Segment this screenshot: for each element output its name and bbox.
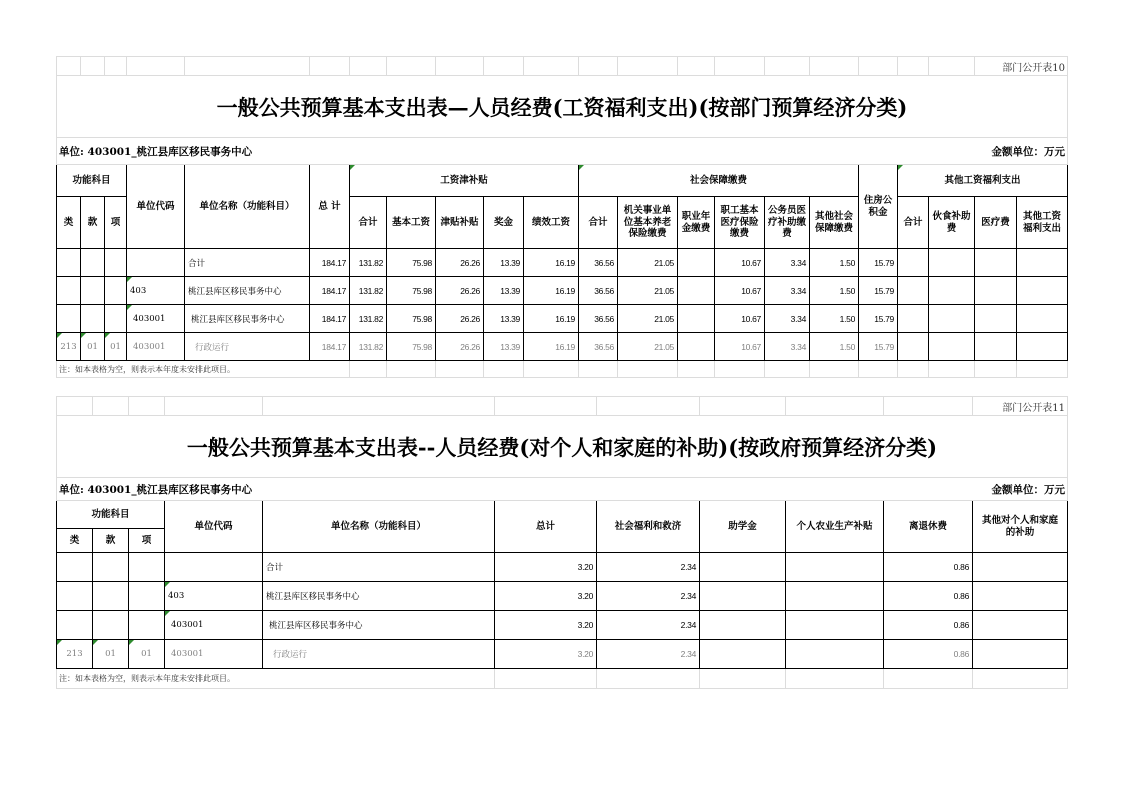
- cell-value: 75.98: [387, 333, 436, 361]
- cell-value: 3.20: [495, 611, 597, 640]
- cell-value: 1.50: [810, 305, 859, 333]
- table-10: [56, 56, 1068, 378]
- cell-value: [929, 277, 975, 305]
- header-kuan: 款: [81, 197, 105, 249]
- cell-value: [1017, 249, 1068, 277]
- amount-unit-label: 金额单位：万元: [579, 138, 1068, 165]
- cell-value: 75.98: [387, 277, 436, 305]
- cell-xiang: [105, 305, 127, 333]
- header-housing-fund: 住房公积金: [859, 165, 898, 249]
- cell-value: [898, 305, 929, 333]
- cell-value: 15.79: [859, 249, 898, 277]
- cell-unit-code: 403001: [165, 611, 263, 640]
- table-code-label: 部门公开表11: [973, 397, 1068, 416]
- cell-unit-name: 桃江县库区移民事务中心: [263, 611, 495, 640]
- header-xiang: 项: [129, 529, 165, 553]
- cell-xiang: [129, 553, 165, 582]
- cell-value: 26.26: [436, 333, 484, 361]
- cell-value: [973, 553, 1068, 582]
- cell-xiang: [129, 611, 165, 640]
- cell-value: 13.39: [484, 333, 524, 361]
- footnote: 注：如本表格为空，则表示本年度未安排此项目。: [57, 669, 495, 689]
- cell-value: 3.34: [765, 333, 810, 361]
- cell-value: 3.34: [765, 277, 810, 305]
- header-group-wage: 工资津补贴: [350, 165, 579, 197]
- header-scholarship: 助学金: [700, 501, 786, 553]
- cell-value: 15.79: [859, 333, 898, 361]
- cell-value: 1.50: [810, 333, 859, 361]
- header-pension-insurance: 机关事业单位基本养老保险缴费: [618, 197, 678, 249]
- cell-value: 21.05: [618, 249, 678, 277]
- cell-value: 10.67: [715, 305, 765, 333]
- page-title: 一般公共预算基本支出表--人员经费(对个人和家庭的补助)(按政府预算经济分类): [57, 416, 1068, 478]
- cell-value: [786, 640, 884, 669]
- cell-value: 3.20: [495, 553, 597, 582]
- cell-value: [700, 611, 786, 640]
- cell-xiang: [105, 277, 127, 305]
- cell-value: [678, 305, 715, 333]
- header-xiang: 项: [105, 197, 127, 249]
- cell-kuan: 01: [81, 333, 105, 361]
- cell-value: 10.67: [715, 277, 765, 305]
- unit-label: 单位: 403001_桃江县库区移民事务中心: [57, 138, 579, 165]
- header-medical-expense: 医疗费: [975, 197, 1017, 249]
- cell-value: 1.50: [810, 277, 859, 305]
- cell-value: 0.86: [884, 611, 973, 640]
- header-social-welfare: 社会福利和救济: [597, 501, 700, 553]
- cell-unit-name: 行政运行: [185, 333, 310, 361]
- cell-kuan: [93, 611, 129, 640]
- cell-value: [786, 611, 884, 640]
- cell-value: 75.98: [387, 305, 436, 333]
- cell-value: 0.86: [884, 553, 973, 582]
- table-10-sheet: [56, 56, 1067, 378]
- cell-value: 36.56: [579, 249, 618, 277]
- cell-xiang: 01: [105, 333, 127, 361]
- header-basic-wage: 基本工资: [387, 197, 436, 249]
- cell-lei: [57, 553, 93, 582]
- cell-value: [786, 582, 884, 611]
- header-meal-allowance: 伙食补助费: [929, 197, 975, 249]
- header-bonus: 奖金: [484, 197, 524, 249]
- table-row: [57, 553, 1068, 582]
- header-other-subsidy: 其他对个人和家庭的补助: [973, 501, 1068, 553]
- cell-value: 21.05: [618, 277, 678, 305]
- cell-value: [1017, 333, 1068, 361]
- cell-kuan: [81, 249, 105, 277]
- cell-lei: 213: [57, 640, 93, 669]
- header-other-total: 合计: [898, 197, 929, 249]
- cell-value: 16.19: [524, 277, 579, 305]
- header-unit-code: 单位代码: [127, 165, 185, 249]
- cell-value: [678, 333, 715, 361]
- cell-lei: 213: [57, 333, 81, 361]
- cell-value: [786, 553, 884, 582]
- table-11: [56, 396, 1068, 689]
- header-unit-code: 单位代码: [165, 501, 263, 553]
- cell-value: 26.26: [436, 305, 484, 333]
- cell-value: [973, 640, 1068, 669]
- footnote: 注：如本表格为空，则表示本年度未安排此项目。: [57, 361, 350, 378]
- cell-value: 2.34: [597, 553, 700, 582]
- table-row: [57, 277, 1068, 305]
- table-row: [57, 333, 1068, 361]
- header-lei: 类: [57, 529, 93, 553]
- cell-value: 15.79: [859, 277, 898, 305]
- cell-value: 16.19: [524, 333, 579, 361]
- cell-unit-name: 桃江县库区移民事务中心: [185, 305, 310, 333]
- cell-unit-name: 桃江县库区移民事务中心: [185, 277, 310, 305]
- cell-value: 3.20: [495, 582, 597, 611]
- header-unit-name: 单位名称（功能科目）: [185, 165, 310, 249]
- cell-kuan: [81, 277, 105, 305]
- cell-value: 131.82: [350, 333, 387, 361]
- cell-kuan: [93, 553, 129, 582]
- cell-value: [973, 611, 1068, 640]
- cell-value: 36.56: [579, 333, 618, 361]
- cell-value: [700, 553, 786, 582]
- cell-unit-name: 行政运行: [263, 640, 495, 669]
- cell-value: 15.79: [859, 305, 898, 333]
- header-lei: 类: [57, 197, 81, 249]
- header-allowance: 津贴补贴: [436, 197, 484, 249]
- cell-value: 10.67: [715, 333, 765, 361]
- table-row: [57, 640, 1068, 669]
- cell-value: 26.26: [436, 249, 484, 277]
- header-other-social: 其他社会保障缴费: [810, 197, 859, 249]
- cell-value: [1017, 305, 1068, 333]
- cell-xiang: [129, 582, 165, 611]
- cell-value: 1.50: [810, 249, 859, 277]
- cell-unit-name: 合计: [263, 553, 495, 582]
- header-group-social: 社会保障缴费: [579, 165, 859, 197]
- table-row: [57, 611, 1068, 640]
- table-row: [57, 305, 1068, 333]
- cell-lei: [57, 305, 81, 333]
- unit-label: 单位: 403001_桃江县库区移民事务中心: [57, 478, 597, 501]
- cell-value: 184.17: [310, 249, 350, 277]
- header-wage-total: 合计: [350, 197, 387, 249]
- cell-value: [975, 333, 1017, 361]
- cell-value: 184.17: [310, 277, 350, 305]
- cell-lei: [57, 277, 81, 305]
- cell-lei: [57, 249, 81, 277]
- cell-kuan: [81, 305, 105, 333]
- cell-value: 36.56: [579, 277, 618, 305]
- header-medical-insurance: 职工基本医疗保险缴费: [715, 197, 765, 249]
- cell-unit-code: [127, 249, 185, 277]
- cell-value: 3.34: [765, 305, 810, 333]
- cell-value: [973, 582, 1068, 611]
- cell-value: 184.17: [310, 305, 350, 333]
- cell-value: [1017, 277, 1068, 305]
- cell-value: 2.34: [597, 640, 700, 669]
- header-unit-name: 单位名称（功能科目）: [263, 501, 495, 553]
- header-social-total: 合计: [579, 197, 618, 249]
- cell-value: 10.67: [715, 249, 765, 277]
- cell-value: [898, 333, 929, 361]
- cell-value: 2.34: [597, 611, 700, 640]
- table-row: [57, 582, 1068, 611]
- header-performance-pay: 绩效工资: [524, 197, 579, 249]
- cell-value: [678, 277, 715, 305]
- table-11-sheet: [56, 396, 1067, 689]
- cell-value: [929, 333, 975, 361]
- cell-value: [700, 582, 786, 611]
- table-code-label: 部门公开表10: [975, 57, 1068, 76]
- cell-value: [678, 249, 715, 277]
- header-civil-medical-subsidy: 公务员医疗补助缴费: [765, 197, 810, 249]
- cell-value: [898, 249, 929, 277]
- cell-value: [929, 305, 975, 333]
- cell-value: 131.82: [350, 277, 387, 305]
- cell-value: 131.82: [350, 249, 387, 277]
- header-farm-subsidy: 个人农业生产补贴: [786, 501, 884, 553]
- cell-unit-code: 403001: [165, 640, 263, 669]
- cell-value: 13.39: [484, 305, 524, 333]
- cell-value: 36.56: [579, 305, 618, 333]
- cell-value: 13.39: [484, 249, 524, 277]
- cell-value: [929, 249, 975, 277]
- header-other-welfare: 其他工资福利支出: [1017, 197, 1068, 249]
- header-retirement: 离退休费: [884, 501, 973, 553]
- cell-unit-code: [165, 553, 263, 582]
- header-occupational-annuity: 职业年金缴费: [678, 197, 715, 249]
- header-total: 总计: [495, 501, 597, 553]
- cell-value: 21.05: [618, 333, 678, 361]
- header-func-subject: 功能科目: [57, 165, 127, 197]
- cell-value: 3.20: [495, 640, 597, 669]
- cell-value: 16.19: [524, 249, 579, 277]
- cell-xiang: 01: [129, 640, 165, 669]
- cell-value: 13.39: [484, 277, 524, 305]
- cell-value: 21.05: [618, 305, 678, 333]
- cell-kuan: 01: [93, 640, 129, 669]
- cell-value: 131.82: [350, 305, 387, 333]
- cell-value: 184.17: [310, 333, 350, 361]
- cell-lei: [57, 582, 93, 611]
- cell-value: 0.86: [884, 582, 973, 611]
- cell-value: 26.26: [436, 277, 484, 305]
- amount-unit-label: 金额单位：万元: [597, 478, 1068, 501]
- cell-value: 2.34: [597, 582, 700, 611]
- header-func-subject: 功能科目: [57, 501, 165, 529]
- cell-value: [975, 249, 1017, 277]
- cell-unit-code: 403001: [127, 305, 185, 333]
- cell-value: 75.98: [387, 249, 436, 277]
- cell-xiang: [105, 249, 127, 277]
- cell-unit-code: 403: [165, 582, 263, 611]
- table-row: [57, 249, 1068, 277]
- cell-kuan: [93, 582, 129, 611]
- cell-lei: [57, 611, 93, 640]
- cell-value: 16.19: [524, 305, 579, 333]
- cell-unit-code: 403: [127, 277, 185, 305]
- header-kuan: 款: [93, 529, 129, 553]
- cell-value: [975, 305, 1017, 333]
- cell-value: 0.86: [884, 640, 973, 669]
- header-group-other: 其他工资福利支出: [898, 165, 1068, 197]
- cell-unit-name: 合计: [185, 249, 310, 277]
- cell-unit-name: 桃江县库区移民事务中心: [263, 582, 495, 611]
- cell-value: 3.34: [765, 249, 810, 277]
- cell-value: [700, 640, 786, 669]
- page-title: 一般公共预算基本支出表—人员经费(工资福利支出)(按部门预算经济分类): [57, 76, 1068, 138]
- cell-unit-code: 403001: [127, 333, 185, 361]
- cell-value: [898, 277, 929, 305]
- cell-value: [975, 277, 1017, 305]
- header-total: 总 计: [310, 165, 350, 249]
